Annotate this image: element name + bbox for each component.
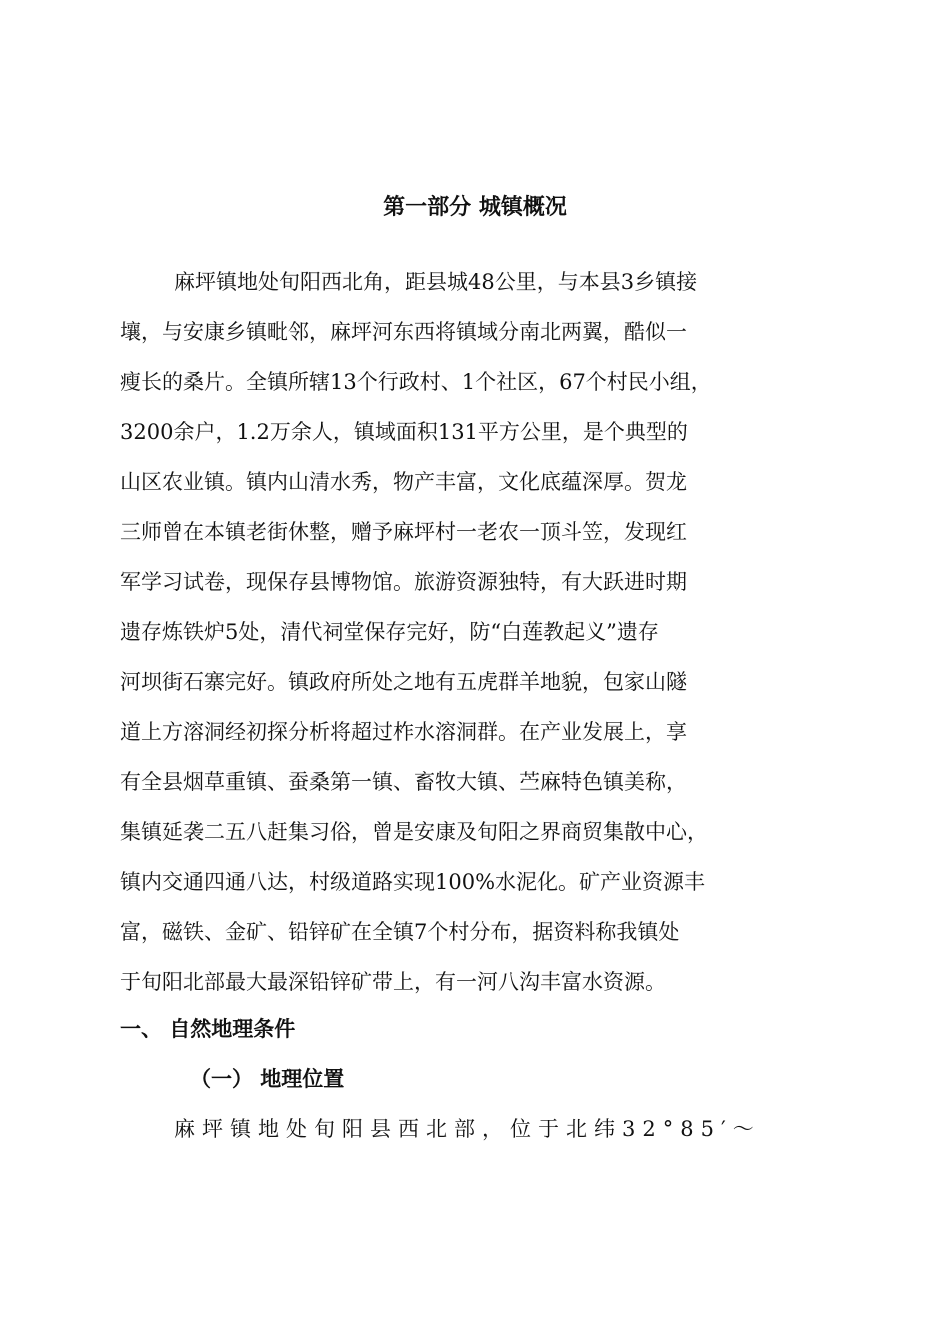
paragraph-line: 麻坪镇地处旬阳西北角，距县城48公里，与本县3乡镇接 (174, 270, 698, 294)
paragraph-line: 3200余户，1.2万余人，镇域面积131平方公里，是个典型的 (120, 420, 688, 444)
paragraph-line: 山区农业镇。镇内山清水秀，物产丰富，文化底蕴深厚。贺龙 (120, 470, 687, 494)
heading-natural-conditions: 一、 自然地理条件 (120, 1017, 296, 1041)
paragraph-line: 河坝街石寨完好。镇政府所处之地有五虎群羊地貌，包家山隧 (120, 670, 687, 694)
paragraph-line: 镇内交通四通八达，村级道路实现100%水泥化。矿产业资源丰 (120, 870, 706, 894)
paragraph-line: 集镇延袭二五八赶集习俗，曾是安康及旬阳之界商贸集散中心， (120, 820, 708, 844)
paragraph-line: 富，磁铁、金矿、铅锌矿在全镇7个村分布，据资料称我镇处 (120, 920, 680, 944)
paragraph-line: 道上方溶洞经初探分析将超过柞水溶洞群。在产业发展上，享 (120, 720, 687, 744)
paragraph-line: 麻坪镇地处旬阳县西北部，位于北纬32°85′～ (174, 1117, 761, 1141)
paragraph-line: 于旬阳北部最大最深铅锌矿带上，有一河八沟丰富水资源。 (120, 970, 666, 994)
section-title: 第一部分 城镇概况 (383, 195, 567, 220)
subheading-location: （一） 地理位置 (190, 1067, 345, 1091)
paragraph-line: 三师曾在本镇老街休整，赠予麻坪村一老农一顶斗笠，发现红 (120, 520, 687, 544)
paragraph-line: 有全县烟草重镇、蚕桑第一镇、畜牧大镇、苎麻特色镇美称， (120, 770, 687, 794)
paragraph-line: 壤，与安康乡镇毗邻，麻坪河东西将镇域分南北两翼，酷似一 (120, 320, 687, 344)
paragraph-line: 遗存炼铁炉5处，清代祠堂保存完好，防“白莲教起义”遗存 (120, 620, 659, 644)
paragraph-line: 瘦长的桑片。全镇所辖13个行政村、1个社区，67个村民小组， (120, 370, 712, 394)
paragraph-line: 军学习试卷，现保存县博物馆。旅游资源独特，有大跃进时期 (120, 570, 687, 594)
